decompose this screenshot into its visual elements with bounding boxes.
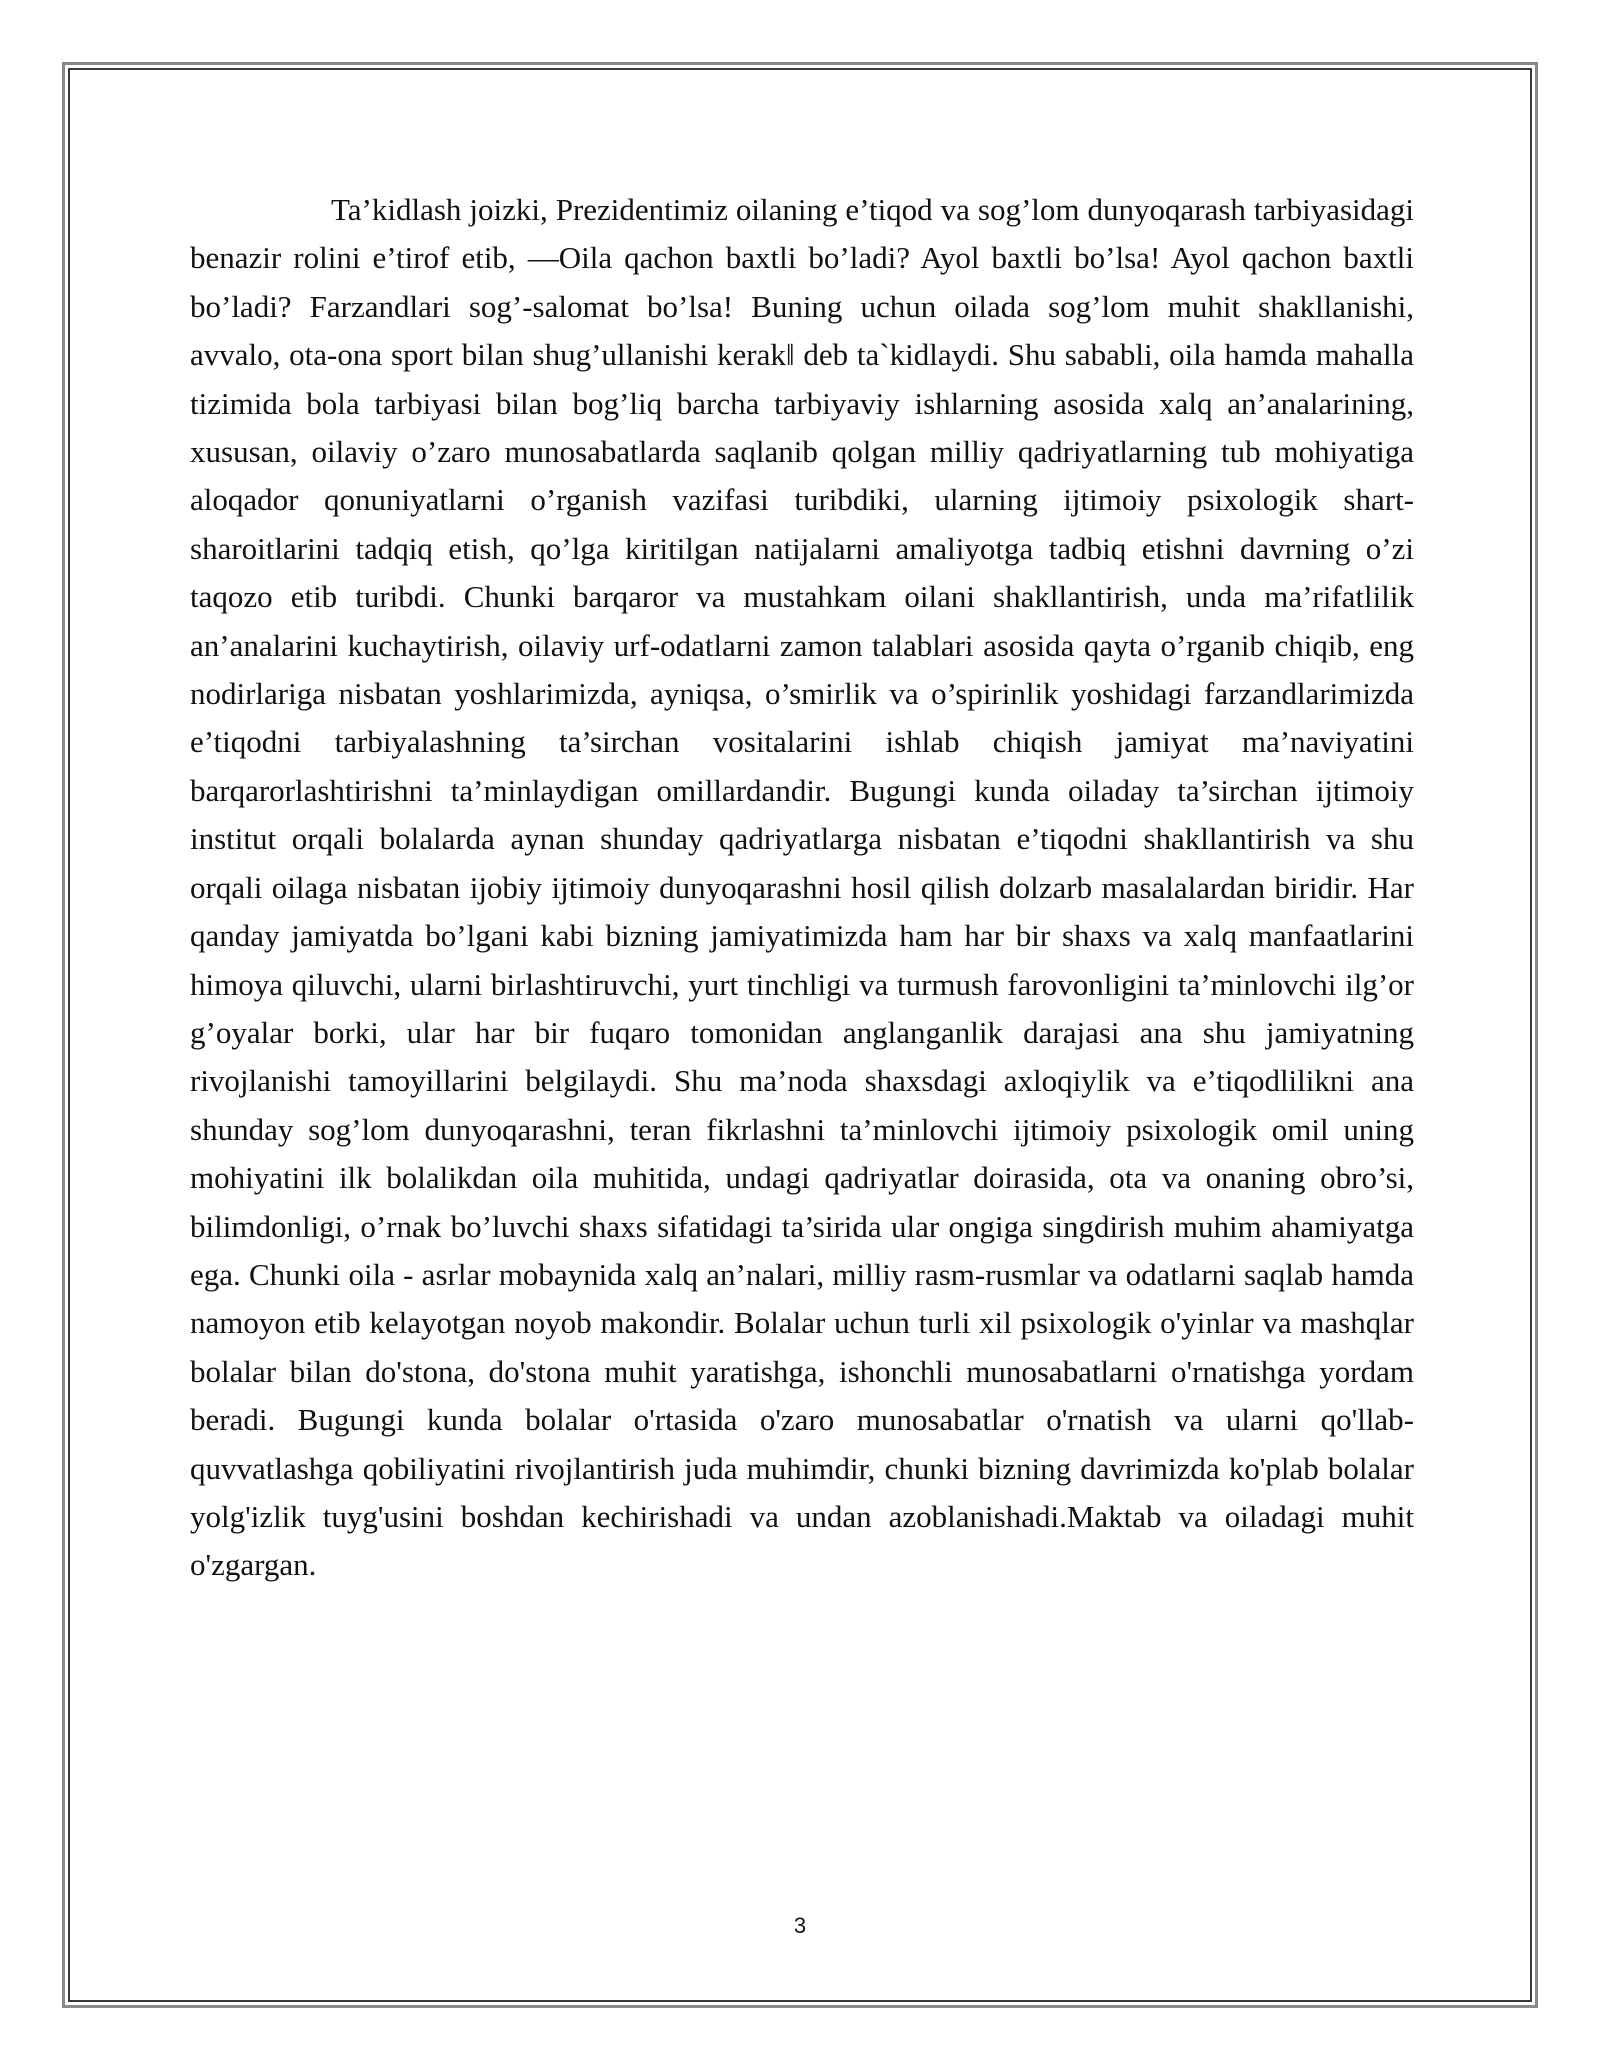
page-number: 3	[793, 1913, 807, 1938]
body-paragraph: Ta’kidlash joizki, Prezidentimiz oilaning e’tiqod va sog’lom dunyoqarash tarbiyasidagi benazir rolini e’tirof etib, ―Oila qachon baxtli bo’ladi? Ayol baxtli bo’lsa! Ayol qachon baxtli bo’ladi? Farzandlari sog’-salomat bo’lsa! Buning uchun oilada sog’lom muhit shakllanishi, avvalo, ota-ona sport bilan shug’ullanishi kerak‖ deb ta`kidlaydi. Shu sababli, oila hamda mahalla tizimida bola tarbiyasi bilan bog’liq barcha tarbiyaviy ishlarning asosida xalq an’analarining, xususan, oilaviy o’zaro munosabatlarda saqlanib qolgan milliy qadriyatlarning tub mohiyatiga aloqador qonuniyatlarni o’rganish vazifasi turibdiki, ularning ijtimoiy psixologik shart-sharoitlarini tadqiq etish, qo’lga kiritilgan natijalarni amaliyotga tadbiq etishni davrning o’zi taqozo etib turibdi. Chunki barqaror va mustahkam oilani shakllantirish, unda ma’rifatlilik an’analarini kuchaytirish, oilaviy urf-odatlarni zamon talablari asosida qayta o’rganib chiqib, eng nodirlariga nisbatan yoshlarimizda, ayniqsa, o’smirlik va o’spirinlik yoshidagi farzandlarimizda e’tiqodni tarbiyalashning ta’sirchan vositalarini ishlab chiqish jamiyat ma’naviyatini barqarorlashtirishni ta’minlaydigan omillardandir. Bugungi kunda oiladay ta’sirchan ijtimoiy institut orqali bolalarda aynan shunday qadriyatlarga nisbatan e’tiqodni shakllantirish va shu orqali oilaga nisbatan ijobiy ijtimoiy dunyoqarashni hosil qilish dolzarb masalalardan biridir. Har qanday jamiyatda bo’lgani kabi bizning jamiyatimizda ham har bir shaxs va xalq manfaatlarini himoya qiluvchi, ularni birlashtiruvchi, yurt tinchligi va turmush farovonligini ta’minlovchi ilg’or g’oyalar borki, ular har bir fuqaro tomonidan anglanganlik darajasi ana shu jamiyatning rivojlanishi tamoyillarini belgilaydi. Shu ma’noda shaxsdagi axloqiylik va e’tiqodlilikni ana shunday sog’lom dunyoqarashni, teran fikrlashni ta’minlovchi ijtimoiy psixologik omil uning mohiyatini ilk bolalikdan oila muhitida, undagi qadriyatlar doirasida, ota va onaning obro’si, bilimdonligi, o’rnak bo’luvchi shaxs sifatidagi ta’sirida ular ongiga singdirish muhim ahamiyatga ega. Chunki oila - asrlar mobaynida xalq an’nalari, milliy rasm-rusmlar va odatlarni saqlab hamda namoyon etib kelayotgan noyob makondir. Bolalar uchun turli xil psixologik o'yinlar va mashqlar bolalar bilan do'stona, do'stona muhit yaratishga, ishonchli munosabatlarni o'rnatishga yordam beradi. Bugungi kunda bolalar o'rtasida o'zaro munosabatlar o'rnatish va ularni qo'llab-quvvatlashga qobiliyatini rivojlantirish juda muhimdir, chunki bizning davrimizda ko'plab bolalar yolg'izlik tuyg'usini boshdan kechirishadi va undan azoblanishadi.Maktab va oiladagi muhit o'zgargan.	[190, 192, 1414, 1583]
